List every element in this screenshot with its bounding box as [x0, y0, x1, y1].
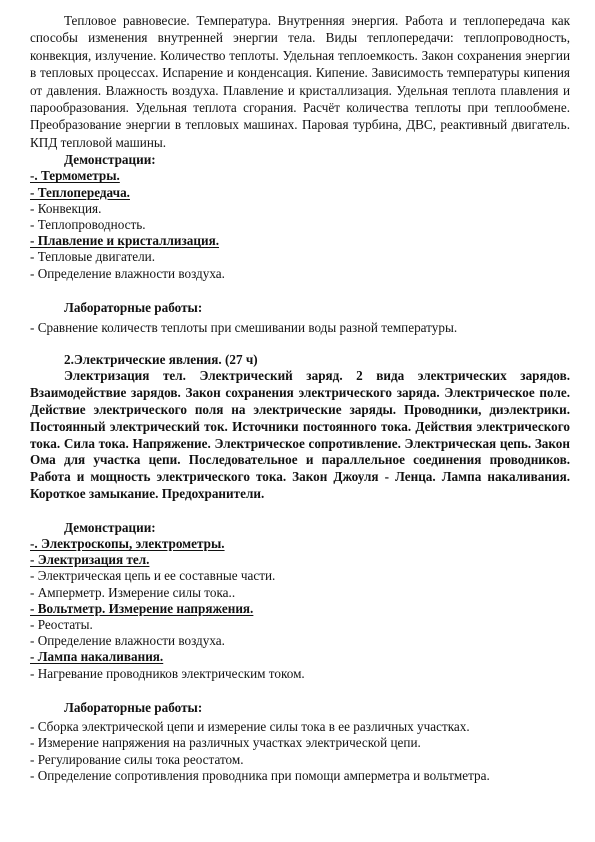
- lab-item: - Измерение напряжения на различных участках электрической цепи.: [30, 735, 421, 751]
- list-item: -. Электроскопы, электрометры.: [30, 536, 225, 552]
- list-item: - Теплопроводность.: [30, 217, 146, 233]
- demo-list-1: [30, 168, 570, 281]
- demo-heading-1: Демонстрации:: [64, 152, 156, 168]
- list-item: - Теплопередача.: [30, 184, 130, 200]
- list-item: - Определение влажности воздуха.: [30, 633, 225, 649]
- list-item: - Вольтметр. Измерение напряжения.: [30, 600, 254, 616]
- list-item: - Амперметр. Измерение силы тока..: [30, 584, 236, 600]
- document-page: [30, 12, 570, 784]
- list-item: - Тепловые двигатели.: [30, 249, 156, 265]
- lab-heading-2: Лабораторные работы:: [64, 699, 203, 715]
- list-item: -. Термометры.: [30, 168, 120, 184]
- list-item: - Плавление и кристаллизация.: [30, 233, 220, 249]
- lab-item: - Сравнение количеств теплоты при смешивании воды разной температуры.: [30, 320, 458, 336]
- list-item: - Определение влажности воздуха.: [30, 265, 225, 281]
- demo-heading-2: Демонстрации:: [64, 519, 156, 535]
- list-item: - Электрическая цепь и ее составные части.: [30, 568, 276, 584]
- list-item: - Лампа накаливания.: [30, 649, 164, 665]
- list-item: - Реостаты.: [30, 617, 93, 633]
- list-item: - Нагревание проводников электрическим током.: [30, 665, 305, 681]
- lab-list-2: [30, 719, 570, 784]
- lab-heading-1: Лабораторные работы:: [64, 299, 203, 315]
- intro-paragraph: Тепловое равновесие. Температура. Внутренняя энергия. Работа и теплопередача как способы изменения внутренней энергии тела. Виды теплопередачи: теплопроводность, конвекция, излучение. Количество теплоты. Удельная теплоемкость. Закон сохранения энергии в тепловых процессах. Испарение и конденсация. Кипение. Зависимость температуры кипения от давления. Влажность воздуха. Плавление и кристаллизация. Удельная теплота плавления и парообразования. Удельная теплота сгорания. Расчёт количества теплоты при теплообмене. Преобразование энергии в тепловых машинах. Паровая турбина, ДВС, реактивный двигатель. КПД тепловой машины.: [30, 13, 570, 150]
- section2-body: Электризация тел. Электрический заряд. 2 вида электрических зарядов. Взаимодействие зарядов. Закон сохранения электрического заряда. Электрическое поле. Действие электрического поля на электрические заряды. Проводники, диэлектрики. Постоянный электрический ток. Источники постоянного тока. Действия электрического тока. Сила тока. Напряжение. Электрическое сопротивление. Электрическая цепь. Закон Ома для участка цепи. Последовательное и параллельное соединения проводников. Работа и мощность электрического тока. Закон Джоуля - Ленца. Лампа накаливания. Короткое замыкание. Предохранители.: [30, 368, 570, 502]
- list-item: - Электризация тел.: [30, 552, 150, 568]
- lab-item: - Регулирование силы тока реостатом.: [30, 751, 244, 767]
- list-item: - Конвекция.: [30, 200, 102, 216]
- demo-list-2: [30, 536, 570, 682]
- lab-item: - Сборка электрической цепи и измерение силы тока в ее различных участках.: [30, 719, 470, 735]
- lab-item: - Определение сопротивления проводника при помощи амперметра и вольтметра.: [30, 767, 490, 783]
- section2-title: 2.Электрические явления. (27 ч): [64, 352, 258, 368]
